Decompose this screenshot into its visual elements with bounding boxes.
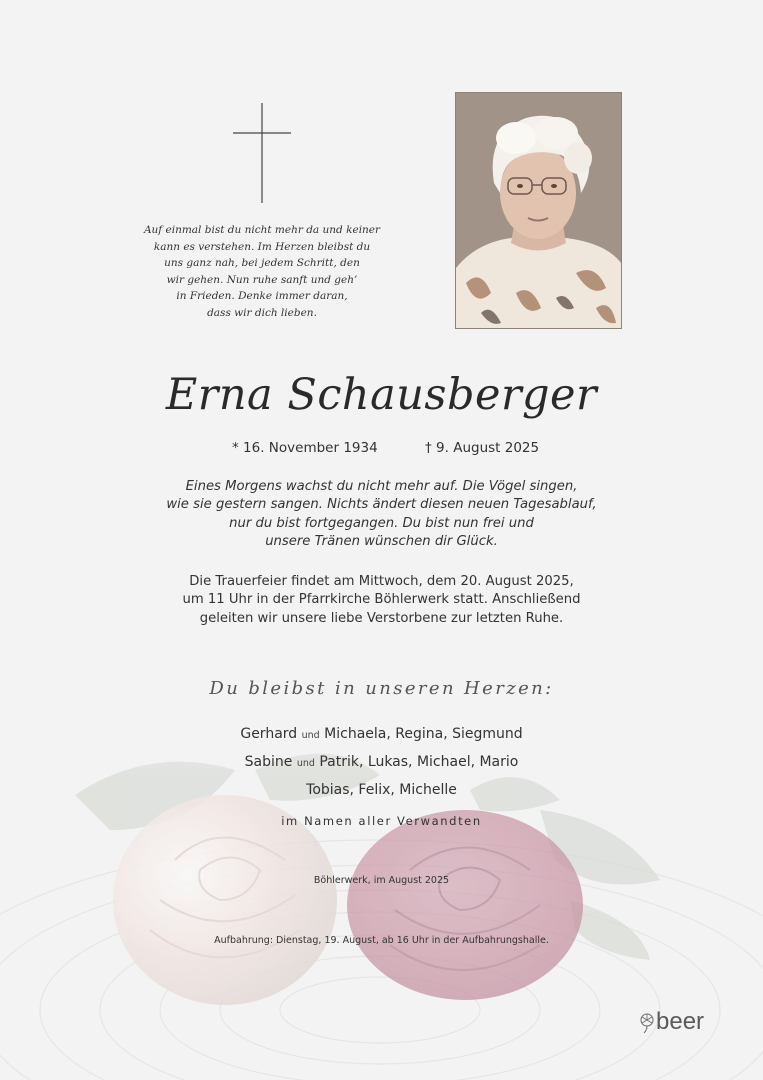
connector-und: und: [296, 758, 315, 769]
funeral-line: um 11 Uhr in der Pfarrkirche Böhlerwerk statt. Anschließend: [182, 592, 581, 608]
relatives-note: im Namen aller Verwandten: [281, 814, 482, 828]
deceased-name: Erna Schausberger: [165, 370, 598, 420]
poem: [128, 222, 396, 322]
family-name: Gerhard: [240, 726, 298, 742]
place-date: Böhlerwerk, im August 2025: [313, 875, 450, 886]
connector-und: und: [301, 730, 320, 741]
verse-line: Eines Morgens wachst du nicht mehr auf. Die Vögel singen,: [185, 479, 578, 494]
family-name: Sabine: [244, 754, 293, 770]
beer-logo: [638, 1007, 728, 1037]
family-list: [140, 721, 623, 804]
cross-icon: [233, 103, 291, 203]
portrait-photo: [455, 92, 622, 329]
verse-line: nur du bist fortgegangen. Du bist nun frei und: [229, 515, 534, 531]
death-date: † 9. August 2025: [425, 440, 540, 456]
family-name: Patrik, Lukas, Michael, Mario: [319, 754, 519, 770]
mourners-heading: Du bleibst in unseren Herzen:: [209, 678, 554, 699]
memorial-verse: [120, 478, 643, 552]
funeral-line: geleiten wir unsere liebe Verstorbene zur letzten Ruhe.: [199, 610, 564, 626]
portrait-illustration: [456, 93, 621, 328]
funeral-info: [120, 573, 643, 628]
family-line: [140, 721, 623, 749]
logo-text: beer: [656, 1008, 705, 1035]
viewing-info: Aufbahrung: Dienstag, 19. August, ab 16 Uhr in der Aufbahrungshalle.: [214, 935, 549, 946]
poem-line: Auf einmal bist du nicht mehr da und keiner: [143, 224, 381, 236]
poem-line: dass wir dich lieben.: [207, 306, 317, 319]
funeral-line: Die Trauerfeier findet am Mittwoch, dem 20. August 2025,: [189, 574, 574, 589]
birth-date: * 16. November 1934: [232, 440, 378, 456]
poem-line: uns ganz nah, bei jedem Schritt, den: [164, 257, 360, 270]
dandelion-icon: [638, 1013, 656, 1033]
family-line: [140, 749, 623, 777]
verse-line: unsere Tränen wünschen dir Glück.: [265, 534, 498, 550]
family-name: Michaela, Regina, Siegmund: [324, 726, 523, 742]
poem-line: in Frieden. Denke immer daran,: [176, 290, 348, 303]
family-line: Tobias, Felix, Michelle: [306, 782, 457, 798]
poem-line: kann es verstehen. Im Herzen bleibst du: [153, 240, 371, 253]
poem-line: wir gehen. Nun ruhe sanft und geh’: [166, 273, 358, 286]
verse-line: wie sie gestern sangen. Nichts ändert diesen neuen Tagesablauf,: [166, 497, 597, 513]
